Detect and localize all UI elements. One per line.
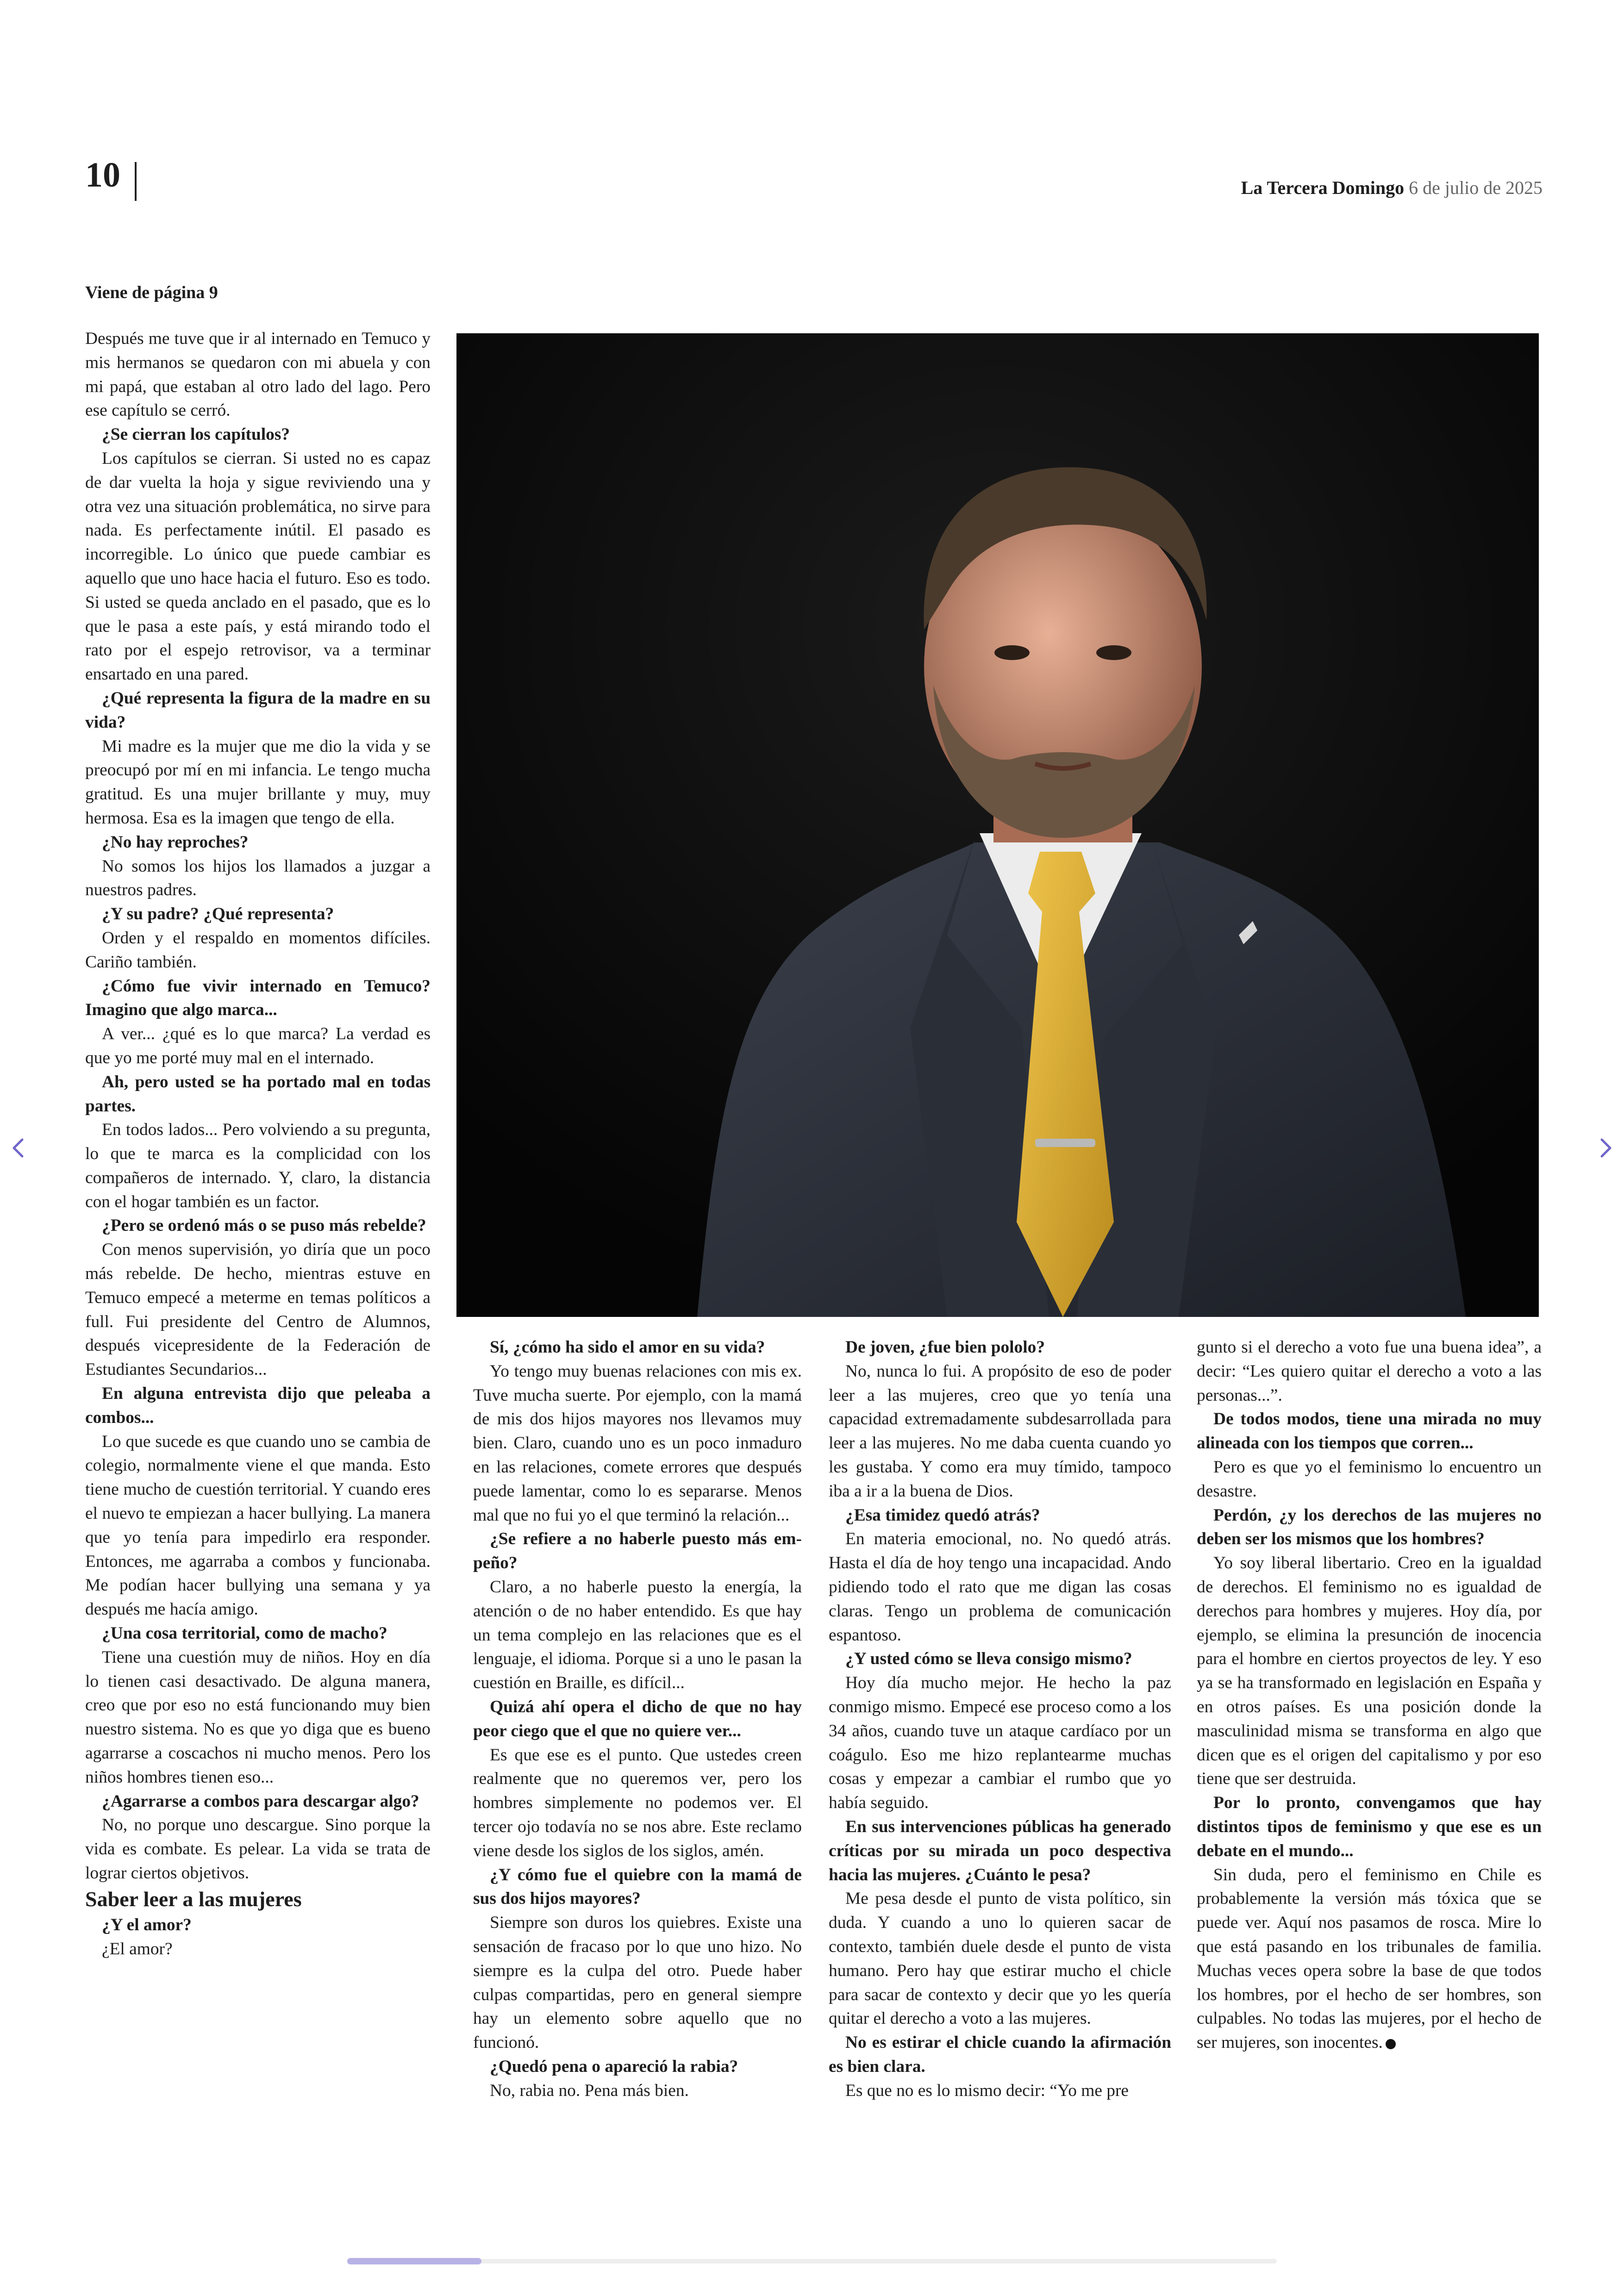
interview-question: ¿Una cosa territorial, como de macho? — [102, 1624, 387, 1643]
answer-paragraph: No somos los hijos los llamados a juzgar a nuestros padres. — [85, 856, 431, 900]
interview-question: ¿Quedó pena o apareció la rabia? — [490, 2057, 738, 2076]
portrait-photo — [456, 333, 1539, 1317]
interview-question: Perdón, ¿y los derechos de las mujeres no deben ser los mismos que los hombres? — [1197, 1505, 1542, 1549]
answer-paragraph: Es que no es lo mismo decir: “Yo me pre — [845, 2081, 1129, 2100]
article-column-4 — [1197, 1335, 1542, 2055]
portrait-illustration — [456, 333, 1539, 1317]
interview-question: ¿Esa timidez quedó atrás? — [845, 1505, 1040, 1525]
interview-question: No es estirar el chicle cuando la afirmación es bien clara. — [829, 2033, 1171, 2076]
interview-question: Por lo pronto, convengamos que hay distintos tipos de feminismo y que ese es un debate en el mundo... — [1197, 1793, 1542, 1860]
scrollbar-thumb[interactable] — [347, 2258, 481, 2264]
answer-paragraph: Es que ese es el punto. Que ustedes creen realmente que no queremos ver, pero los hombres simplemente no podemos ver. El tercer ojo todavía no se nos abre. Este reclamo viene desde los siglos de los siglos, amén. — [473, 1745, 802, 1860]
publication-date: 6 de julio de 2025 — [1404, 177, 1543, 198]
answer-paragraph: gunto si el derecho a voto fue una buena idea”, a decir: “Les quiero quitar el derecho a voto a las personas...”. — [1197, 1338, 1542, 1405]
answer-paragraph: A ver... ¿qué es lo que marca? La verdad es que yo me porté muy mal en el internado. — [85, 1024, 431, 1067]
answer-paragraph: Hoy día mucho mejor. He hecho la paz conmigo mismo. Empecé ese proceso como a los 34 años, cuando tuve un ataque cardíaco por un coágulo. Eso me hizo replantearme muchas cosas y empezar a cambiar el rumbo que yo había seguido. — [829, 1673, 1171, 1813]
article-column-3 — [829, 1335, 1171, 2103]
answer-paragraph: No, no porque uno descargue. Sino porque la vida es combate. Es pelear. La vida se trata de lograr ciertos objetivos. — [85, 1815, 431, 1883]
interview-question: De joven, ¿fue bien pololo? — [845, 1338, 1045, 1357]
answer-paragraph: Me pesa desde el punto de vista político, sin duda. Y cuando a uno lo quieren sacar de contexto, también duele desde el punto de vista humano. Pero hay que estirar mucho el chicle para sacar de contexto y decir que yo les quería quitar el derecho a voto a las mujeres. — [829, 1889, 1171, 2028]
end-of-article-icon — [1386, 2039, 1396, 2049]
interview-question: ¿Se refiere a no haberle puesto más empeño? — [473, 1529, 802, 1573]
interview-question: ¿Cómo fue vivir internado en Temuco? Imagino que algo marca... — [85, 976, 431, 1020]
header-divider — [135, 162, 137, 201]
answer-paragraph: Yo soy liberal libertario. Creo en la igualdad de derechos. El feminismo no es igualdad de derechos para hombres y mujeres. Hoy día, por ejemplo, se elimina la presunción de inocencia para el hombre en ciertos proyectos de ley. Y eso ya se ha transformado en legislación en España y en otros países. Es una posición donde la masculinidad misma se transforma en algo que dicen que es el origen del capitalismo y por eso tiene que ser destruida. — [1197, 1553, 1542, 1789]
answer-paragraph: Tiene una cuestión muy de niños. Hoy en día lo tienen casi desactivado. De alguna manera, creo que por eso no está funcionando muy bien nuestro sistema. No es que yo diga que es bueno agarrarse a coscachos ni mucho menos. Pero los niños hombres tienen eso... — [85, 1647, 431, 1787]
interview-question: ¿Agarrarse a combos para descargar algo? — [102, 1791, 419, 1811]
interview-question: ¿Se cierran los capítulos? — [102, 425, 290, 444]
answer-paragraph: Lo que sucede es que cuando uno se cambia de colegio, normalmente viene el que manda. Esto tiene mucho de cuestión territorial. Y cuando eres el nuevo te empiezan a hacer bullying. La manera que yo tenía para impedirlo era responder. Entonces, me agarraba a combos y funcionaba. Me podían hacer bullying una semana y ya después me hacía amigo. — [85, 1432, 431, 1619]
page-number: 10 — [85, 156, 120, 194]
interview-question: ¿Y usted cómo se lleva consigo mismo? — [845, 1649, 1132, 1669]
answer-paragraph: No, nunca lo fui. A propósito de eso de poder leer a las mujeres, creo que yo tenía una capacidad extremadamente subdesarrollada para leer a las mujeres. No me daba cuenta cuando yo les gustaba. Y como era muy tímido, tampoco iba a ir a la buena de Dios. — [829, 1361, 1171, 1501]
answer-paragraph: Con menos supervisión, yo diría que un poco más rebelde. De hecho, mientras estuve en Temuco empecé a meterme en temas políticos a full. Fui presidente del Centro de Alumnos, después vicepresidente de la Federación de Estudiantes Secundarios... — [85, 1240, 431, 1379]
answer-paragraph: Después me tuve que ir al internado en Temuco y mis hermanos se quedaron con mi abuela y con mi papá, que estaban al otro lado del lago. Pero ese capítulo se cerró. — [85, 329, 431, 420]
answer-paragraph: Claro, a no haberle puesto la energía, la atención o de no haber entendido. Es que hay un tema complejo en las relaciones que es el lenguaje, el idioma. Porque si a uno le pasan la cuestión en Braille, es difícil... — [473, 1577, 802, 1693]
answer-paragraph: En materia emocional, no. No quedó atrás. Hasta el día de hoy tengo una incapacidad. Ando pidiendo todo el rato que me digan las cosas claras. Tengo un problema de comunicación espantoso. — [829, 1529, 1171, 1645]
answer-paragraph: Siempre son duros los quiebres. Existe una sensación de fracaso por lo que uno hizo. No siempre es la culpa del otro. Puede haber culpas compartidas, pero en general siempre hay un elemento sobre aquello que no funcionó. — [473, 1913, 802, 2052]
answer-paragraph: En todos lados... Pero volviendo a su pregunta, lo que te marca es la complicidad con los compañeros de internado. Y, claro, la distancia con el hogar también es un factor. — [85, 1120, 431, 1211]
article-column-2 — [473, 1335, 802, 2103]
answer-paragraph: Los capítulos se cierran. Si usted no es capaz de dar vuelta la hoja y sigue reviviendo una y otra vez una situación problemática, no sirve para nada. Es perfectamente inútil. El pasado es incorregible. Lo único que puede cambiar es aquello que uno hace hacia el futuro. Eso es todo. Si usted se queda anclado en el pasado, que es lo que le pasa a este país, y está mirando todo el rato por el espejo retrovisor, va a terminar ensartado en una pared. — [85, 449, 431, 684]
next-page-button[interactable] — [1592, 1129, 1619, 1166]
previous-page-button[interactable] — [5, 1129, 32, 1166]
horizontal-scrollbar[interactable] — [347, 2259, 1277, 2264]
answer-paragraph: Sin duda, pero el feminismo en Chile es probablemente la versión más tóxica que se puede ver. Aquí nos pasamos de rosca. Mire lo que está pasando en los tribunales de familia. Muchas veces opera sobre la base de que todos los hombres, por el hecho de ser hombres, son culpables. No todas las mujeres, por el hecho de ser mujeres, son inocentes. — [1197, 1865, 1542, 2052]
interview-question: ¿Qué representa la figura de la madre en su vida? — [85, 688, 431, 732]
continued-from-note: Viene de página 9 — [85, 283, 218, 302]
interview-question: En alguna entrevista dijo que peleaba a combos... — [85, 1384, 431, 1427]
publication-name: La Tercera Domingo — [1241, 177, 1405, 198]
chevron-right-icon — [1592, 1129, 1619, 1166]
interview-question: Quizá ahí opera el dicho de que no hay peor ciego que el que no quiere ver... — [473, 1697, 802, 1740]
answer-paragraph: Orden y el respaldo en momentos difíciles. Cariño también. — [85, 928, 431, 972]
interview-question: Sí, ¿cómo ha sido el amor en su vida? — [490, 1338, 765, 1357]
answer-paragraph: Pero es que yo el feminismo lo encuentro un desastre. — [1197, 1457, 1542, 1501]
interview-question: ¿No hay reproches? — [102, 832, 249, 852]
interview-question: ¿Y el amor? — [102, 1915, 192, 1934]
article-column-1 — [85, 327, 431, 1961]
publication-line — [1241, 179, 1543, 197]
answer-paragraph: ¿El amor? — [102, 1939, 173, 1958]
interview-question: De todos modos, tiene una mirada no muy alineada con los tiempos que corren... — [1197, 1409, 1542, 1453]
interview-question: ¿Pero se ordenó más o se puso más rebelde? — [102, 1216, 426, 1235]
interview-question: ¿Y su padre? ¿Qué representa? — [102, 904, 334, 924]
interview-question: Ah, pero usted se ha portado mal en todas partes. — [85, 1072, 431, 1116]
answer-paragraph: Mi madre es la mujer que me dio la vida y se preocupó por mí en mi infancia. Le tengo mucha gratitud. Es una mujer brillante y muy, muy hermosa. Esa es la imagen que tengo de ella. — [85, 736, 431, 828]
interview-question: ¿Y cómo fue el quiebre con la mamá de sus dos hijos mayores? — [473, 1865, 802, 1908]
chevron-left-icon — [5, 1129, 32, 1166]
answer-paragraph: No, rabia no. Pena más bien. — [490, 2081, 689, 2100]
interview-question: En sus intervenciones públicas ha generado críticas por su mirada un poco despectiva hacia las mujeres. ¿Cuánto le pesa? — [829, 1817, 1171, 1884]
section-heading: Saber leer a las mujeres — [85, 1887, 302, 1911]
answer-paragraph: Yo tengo muy buenas relaciones con mis ex. Tuve mucha suerte. Por ejemplo, con la mamá de mis dos hijos mayores nos llevamos muy bien. Claro, cuando uno es un poco inmaduro en las relaciones, comete errores que después puede lamentar, como lo es separarse. Menos mal que no fui yo el que terminó la relación... — [473, 1361, 802, 1525]
